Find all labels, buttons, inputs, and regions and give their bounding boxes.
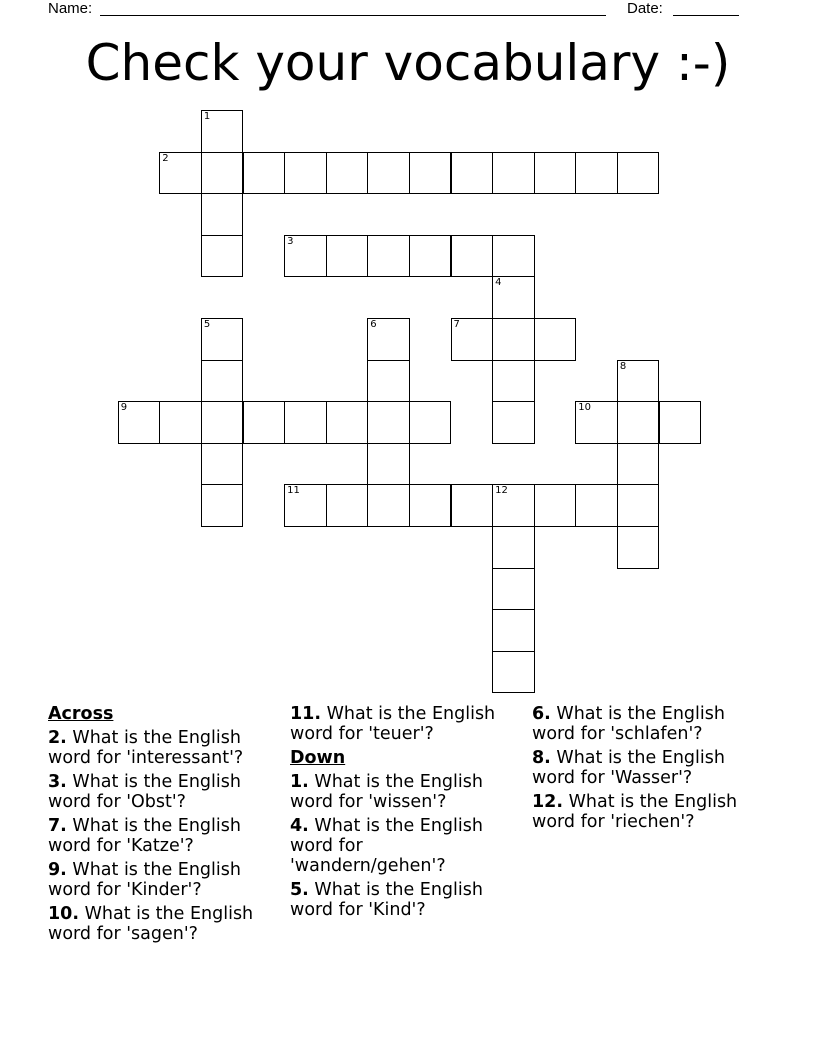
crossword-cell[interactable]: [575, 484, 618, 527]
crossword-cell-8[interactable]: [617, 360, 660, 403]
crossword-cell[interactable]: [492, 568, 535, 611]
clue-down-5: [290, 880, 522, 920]
crossword-cell[interactable]: [492, 526, 535, 569]
crossword-cell[interactable]: [201, 193, 244, 236]
clue-number: 4.: [290, 816, 309, 836]
crossword-cell-7[interactable]: [451, 318, 494, 361]
crossword-cell[interactable]: [201, 235, 244, 278]
clue-across-2: [48, 728, 280, 768]
crossword-cell-4[interactable]: [492, 276, 535, 319]
crossword-cell-6[interactable]: [367, 318, 410, 361]
clue-number: 11.: [290, 704, 322, 724]
crossword-cell[interactable]: [326, 484, 369, 527]
crossword-cell[interactable]: [617, 401, 660, 444]
clue-text: What is the English word for 'Katze'?: [48, 816, 241, 856]
clue-number: 10.: [48, 904, 80, 924]
clue-down-4: [290, 816, 522, 876]
crossword-cell[interactable]: [201, 401, 244, 444]
crossword-cell[interactable]: [451, 484, 494, 527]
crossword-cell[interactable]: [534, 318, 577, 361]
crossword-cell[interactable]: [492, 318, 535, 361]
crossword-cell[interactable]: [284, 152, 327, 195]
crossword-cell-9[interactable]: [118, 401, 161, 444]
clue-number: 2.: [48, 728, 67, 748]
clue-across-7: [48, 816, 280, 856]
clue-text: What is the English word for 'wissen'?: [290, 772, 483, 812]
clue-text: What is the English word for 'schlafen'?: [532, 704, 725, 744]
crossword-cell[interactable]: [409, 484, 452, 527]
crossword-cell[interactable]: [492, 401, 535, 444]
clue-across-11: [290, 704, 522, 744]
clues-column-2: [290, 702, 522, 924]
crossword-cell[interactable]: [492, 235, 535, 278]
crossword-cell[interactable]: [367, 235, 410, 278]
cell-number: 3: [287, 235, 294, 247]
crossword-cell[interactable]: [534, 484, 577, 527]
crossword-cell-5[interactable]: [201, 318, 244, 361]
crossword-cell[interactable]: [367, 443, 410, 486]
cell-number: 11: [287, 485, 300, 497]
crossword-cell[interactable]: [367, 360, 410, 403]
clue-down-6: [532, 704, 772, 744]
crossword-cell[interactable]: [409, 401, 452, 444]
clue-down-12: [532, 792, 772, 832]
clue-text: What is the English word for 'wandern/gehen'?: [290, 816, 483, 876]
crossword-cell[interactable]: [326, 235, 369, 278]
crossword-cell[interactable]: [201, 152, 244, 195]
crossword-cell[interactable]: [575, 152, 618, 195]
cell-number: 2: [162, 152, 169, 164]
crossword-cell[interactable]: [409, 152, 452, 195]
clue-text: What is the English word for 'sagen'?: [48, 904, 254, 944]
clue-number: 8.: [532, 748, 551, 768]
clue-number: 3.: [48, 772, 67, 792]
across-heading: Across: [48, 704, 114, 724]
clue-number: 1.: [290, 772, 309, 792]
name-label: Name:: [48, 0, 93, 17]
down-heading: Down: [290, 748, 346, 768]
cell-number: 1: [203, 111, 211, 122]
clue-across-3: [48, 772, 280, 812]
crossword-cell-1[interactable]: [201, 110, 244, 153]
clue-number: 7.: [48, 816, 67, 836]
crossword-cell[interactable]: [659, 401, 702, 444]
crossword-cell[interactable]: [617, 443, 660, 486]
clue-number: 6.: [532, 704, 551, 724]
crossword-cell[interactable]: [201, 484, 244, 527]
clue-text: What is the English word for 'interessant'?: [48, 728, 244, 768]
date-label: Date:: [627, 0, 663, 17]
crossword-cell[interactable]: [451, 152, 494, 195]
clue-text: What is the English word for 'Kinder'?: [48, 860, 241, 900]
clue-down-8: [532, 748, 772, 788]
crossword-cell[interactable]: [284, 401, 327, 444]
crossword-cell-3[interactable]: [284, 235, 327, 278]
cell-number: 5: [203, 319, 211, 330]
cell-number: 7: [453, 319, 460, 330]
crossword-cell[interactable]: [367, 152, 410, 195]
clue-text: What is the English word for 'Obst'?: [48, 772, 241, 812]
clues-column-1: [48, 702, 280, 948]
crossword-cell[interactable]: [617, 152, 660, 195]
clue-across-9: [48, 860, 280, 900]
crossword-cell[interactable]: [534, 152, 577, 195]
cell-number: 6: [370, 319, 377, 330]
clue-text: What is the English word for 'Kind'?: [290, 880, 483, 920]
clue-text: What is the English word for 'riechen'?: [532, 792, 738, 832]
crossword-cell[interactable]: [409, 235, 452, 278]
crossword-cell[interactable]: [451, 235, 494, 278]
crossword-cell[interactable]: [367, 484, 410, 527]
crossword-cell[interactable]: [492, 609, 535, 652]
clue-text: What is the English word for 'Wasser'?: [532, 748, 725, 788]
crossword-cell[interactable]: [201, 443, 244, 486]
crossword-cell[interactable]: [492, 360, 535, 403]
page-title: Check your vocabulary :-): [85, 34, 731, 92]
cell-number: 4: [495, 277, 502, 289]
clue-number: 5.: [290, 880, 309, 900]
clues-column-3: [532, 702, 772, 836]
crossword-cell-11[interactable]: [284, 484, 327, 527]
crossword-cell-2[interactable]: [159, 152, 202, 195]
crossword-cell[interactable]: [243, 401, 286, 444]
crossword-cell[interactable]: [617, 526, 660, 569]
crossword-cell[interactable]: [201, 360, 244, 403]
crossword-cell[interactable]: [492, 651, 535, 694]
cell-number: 9: [120, 402, 128, 414]
cell-number: 10: [578, 402, 592, 414]
clue-down-1: [290, 772, 522, 812]
crossword-cell-12[interactable]: [492, 484, 535, 527]
crossword-cell[interactable]: [243, 152, 286, 195]
crossword-cell[interactable]: [617, 484, 660, 527]
cell-number: 12: [495, 485, 508, 497]
clue-across-10: [48, 904, 280, 944]
crossword-cell[interactable]: [159, 401, 202, 444]
crossword-cell-10[interactable]: [575, 401, 618, 444]
crossword-cell[interactable]: [367, 401, 410, 444]
cell-number: 8: [619, 360, 627, 372]
clue-number: 9.: [48, 860, 67, 880]
crossword-cell[interactable]: [326, 152, 369, 195]
crossword-cell[interactable]: [326, 401, 369, 444]
clue-number: 12.: [532, 792, 564, 812]
crossword-cell[interactable]: [492, 152, 535, 195]
clue-text: What is the English word for 'teuer'?: [290, 704, 496, 744]
